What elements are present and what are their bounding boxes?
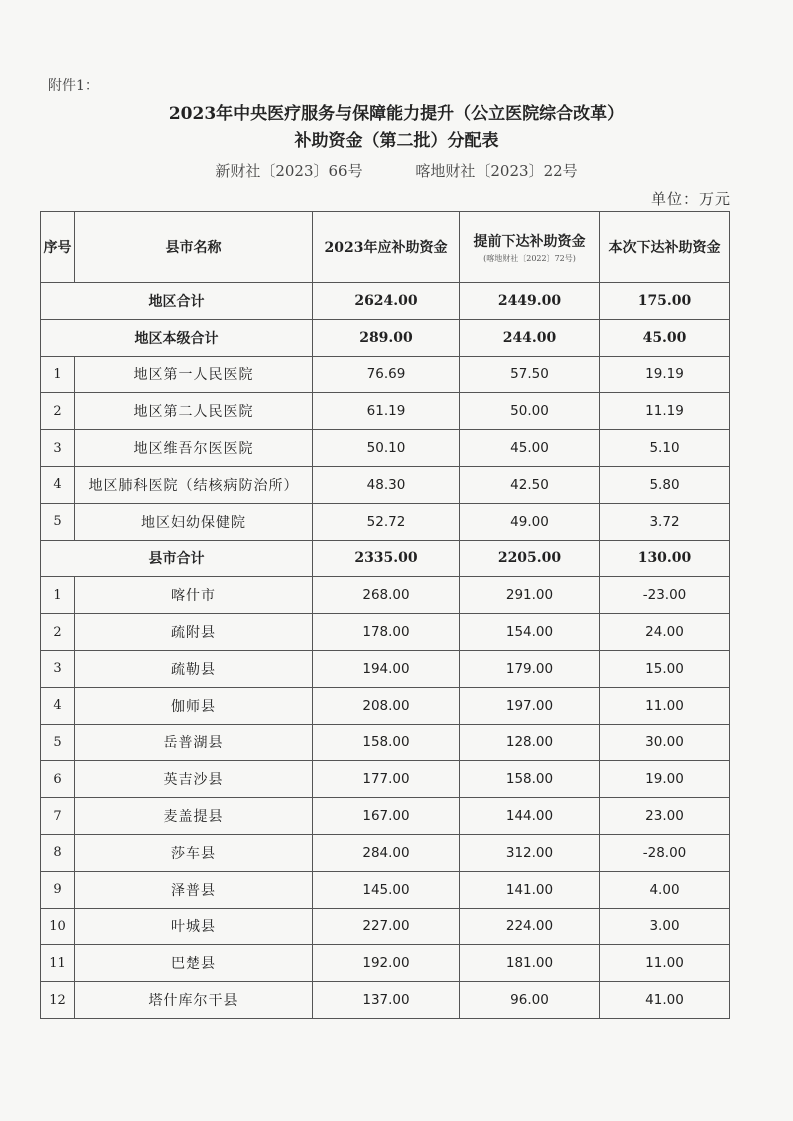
row-current-amount: 24.00: [600, 614, 730, 651]
row-should-amount: 289.00: [313, 319, 460, 356]
row-name: 地区维吾尔医医院: [75, 430, 313, 467]
row-advance-amount: 197.00: [460, 687, 600, 724]
table-total-row: [41, 319, 730, 356]
row-advance-amount: 179.00: [460, 650, 600, 687]
row-advance-amount: 128.00: [460, 724, 600, 761]
row-advance-amount: 50.00: [460, 393, 600, 430]
table-row: [41, 908, 730, 945]
row-advance-amount: 45.00: [460, 430, 600, 467]
row-name: 地区肺科医院（结核病防治所）: [75, 466, 313, 503]
row-index: 4: [41, 466, 75, 503]
row-current-amount: 4.00: [600, 871, 730, 908]
row-current-amount: 41.00: [600, 982, 730, 1019]
row-index: 5: [41, 724, 75, 761]
row-index: 2: [41, 614, 75, 651]
document-numbers: [0, 160, 793, 181]
row-name: 地区合计: [41, 283, 313, 320]
table-row: [41, 614, 730, 651]
row-current-amount: 11.19: [600, 393, 730, 430]
row-current-amount: 3.72: [600, 503, 730, 540]
row-index: 2: [41, 393, 75, 430]
row-should-amount: 2624.00: [313, 283, 460, 320]
row-advance-amount: 181.00: [460, 945, 600, 982]
row-current-amount: -23.00: [600, 577, 730, 614]
row-name: 疏勒县: [75, 650, 313, 687]
row-should-amount: 61.19: [313, 393, 460, 430]
row-name: 巴楚县: [75, 945, 313, 982]
row-should-amount: 194.00: [313, 650, 460, 687]
row-should-amount: 158.00: [313, 724, 460, 761]
row-name: 叶城县: [75, 908, 313, 945]
row-current-amount: 5.10: [600, 430, 730, 467]
table-row: [41, 798, 730, 835]
row-name: 泽普县: [75, 871, 313, 908]
table-row: [41, 945, 730, 982]
row-current-amount: 11.00: [600, 687, 730, 724]
row-should-amount: 52.72: [313, 503, 460, 540]
row-name: 塔什库尔干县: [75, 982, 313, 1019]
row-index: 6: [41, 761, 75, 798]
row-name: 地区妇幼保健院: [75, 503, 313, 540]
row-current-amount: 5.80: [600, 466, 730, 503]
row-advance-amount: 141.00: [460, 871, 600, 908]
table-row: [41, 356, 730, 393]
header-should: 2023年应补助资金: [313, 212, 460, 283]
row-advance-amount: 144.00: [460, 798, 600, 835]
unit-label: 单位：万元: [650, 190, 731, 208]
header-index: 序号: [41, 212, 75, 283]
row-should-amount: 268.00: [313, 577, 460, 614]
row-current-amount: 3.00: [600, 908, 730, 945]
table-total-row: [41, 283, 730, 320]
header-current: 本次下达补助资金: [600, 212, 730, 283]
table-row: [41, 834, 730, 871]
row-index: 12: [41, 982, 75, 1019]
row-advance-amount: 42.50: [460, 466, 600, 503]
row-current-amount: 30.00: [600, 724, 730, 761]
row-advance-amount: 2449.00: [460, 283, 600, 320]
header-advance-label: 提前下达补助资金: [473, 233, 586, 250]
doc-number-xinjiang: 新财社〔2023〕66号: [215, 162, 363, 180]
row-index: 7: [41, 798, 75, 835]
row-should-amount: 2335.00: [313, 540, 460, 577]
table-total-row: [41, 540, 730, 577]
allocation-table: [40, 211, 730, 1019]
row-name: 伽师县: [75, 687, 313, 724]
table-row: [41, 871, 730, 908]
row-advance-amount: 224.00: [460, 908, 600, 945]
table-row: [41, 650, 730, 687]
table-row: [41, 503, 730, 540]
row-advance-amount: 96.00: [460, 982, 600, 1019]
table-row: [41, 761, 730, 798]
row-current-amount: 11.00: [600, 945, 730, 982]
row-name: 疏附县: [75, 614, 313, 651]
row-should-amount: 284.00: [313, 834, 460, 871]
row-index: 8: [41, 834, 75, 871]
row-current-amount: 15.00: [600, 650, 730, 687]
row-current-amount: 45.00: [600, 319, 730, 356]
row-should-amount: 178.00: [313, 614, 460, 651]
row-index: 4: [41, 687, 75, 724]
row-should-amount: 137.00: [313, 982, 460, 1019]
attachment-label: 附件1：: [48, 78, 99, 94]
row-current-amount: -28.00: [600, 834, 730, 871]
row-should-amount: 50.10: [313, 430, 460, 467]
row-name: 麦盖提县: [75, 798, 313, 835]
header-advance-note: (喀地财社〔2022〕72号): [483, 253, 576, 263]
doc-number-kashgar: 喀地财社〔2023〕22号: [415, 162, 578, 180]
table-row: [41, 466, 730, 503]
row-advance-amount: 291.00: [460, 577, 600, 614]
row-index: 3: [41, 650, 75, 687]
row-current-amount: 130.00: [600, 540, 730, 577]
row-current-amount: 19.19: [600, 356, 730, 393]
row-name: 岳普湖县: [75, 724, 313, 761]
row-advance-amount: 312.00: [460, 834, 600, 871]
table-row: [41, 393, 730, 430]
table-body: [41, 283, 730, 1019]
row-should-amount: 208.00: [313, 687, 460, 724]
row-name: 地区第二人民医院: [75, 393, 313, 430]
table-row: [41, 724, 730, 761]
row-index: 10: [41, 908, 75, 945]
table-row: [41, 687, 730, 724]
row-name: 县市合计: [41, 540, 313, 577]
table-row: [41, 982, 730, 1019]
row-name: 地区第一人民医院: [75, 356, 313, 393]
row-should-amount: 192.00: [313, 945, 460, 982]
document-title-line2: 补助资金（第二批）分配表: [294, 131, 499, 151]
row-index: 1: [41, 356, 75, 393]
row-advance-amount: 49.00: [460, 503, 600, 540]
row-index: 3: [41, 430, 75, 467]
row-advance-amount: 2205.00: [460, 540, 600, 577]
row-current-amount: 175.00: [600, 283, 730, 320]
row-name: 喀什市: [75, 577, 313, 614]
row-index: 9: [41, 871, 75, 908]
row-should-amount: 76.69: [313, 356, 460, 393]
document-title-line1: 2023年中央医疗服务与保障能力提升（公立医院综合改革）: [168, 104, 625, 124]
row-advance-amount: 244.00: [460, 319, 600, 356]
row-advance-amount: 57.50: [460, 356, 600, 393]
row-current-amount: 23.00: [600, 798, 730, 835]
row-advance-amount: 158.00: [460, 761, 600, 798]
row-name: 地区本级合计: [41, 319, 313, 356]
row-index: 1: [41, 577, 75, 614]
row-should-amount: 145.00: [313, 871, 460, 908]
table-header-row: [41, 212, 730, 283]
row-name: 莎车县: [75, 834, 313, 871]
row-should-amount: 177.00: [313, 761, 460, 798]
row-index: 11: [41, 945, 75, 982]
row-name: 英吉沙县: [75, 761, 313, 798]
table-row: [41, 430, 730, 467]
row-index: 5: [41, 503, 75, 540]
header-name: 县市名称: [75, 212, 313, 283]
row-current-amount: 19.00: [600, 761, 730, 798]
row-should-amount: 167.00: [313, 798, 460, 835]
header-advance: [460, 212, 600, 283]
table-row: [41, 577, 730, 614]
row-advance-amount: 154.00: [460, 614, 600, 651]
row-should-amount: 227.00: [313, 908, 460, 945]
row-should-amount: 48.30: [313, 466, 460, 503]
